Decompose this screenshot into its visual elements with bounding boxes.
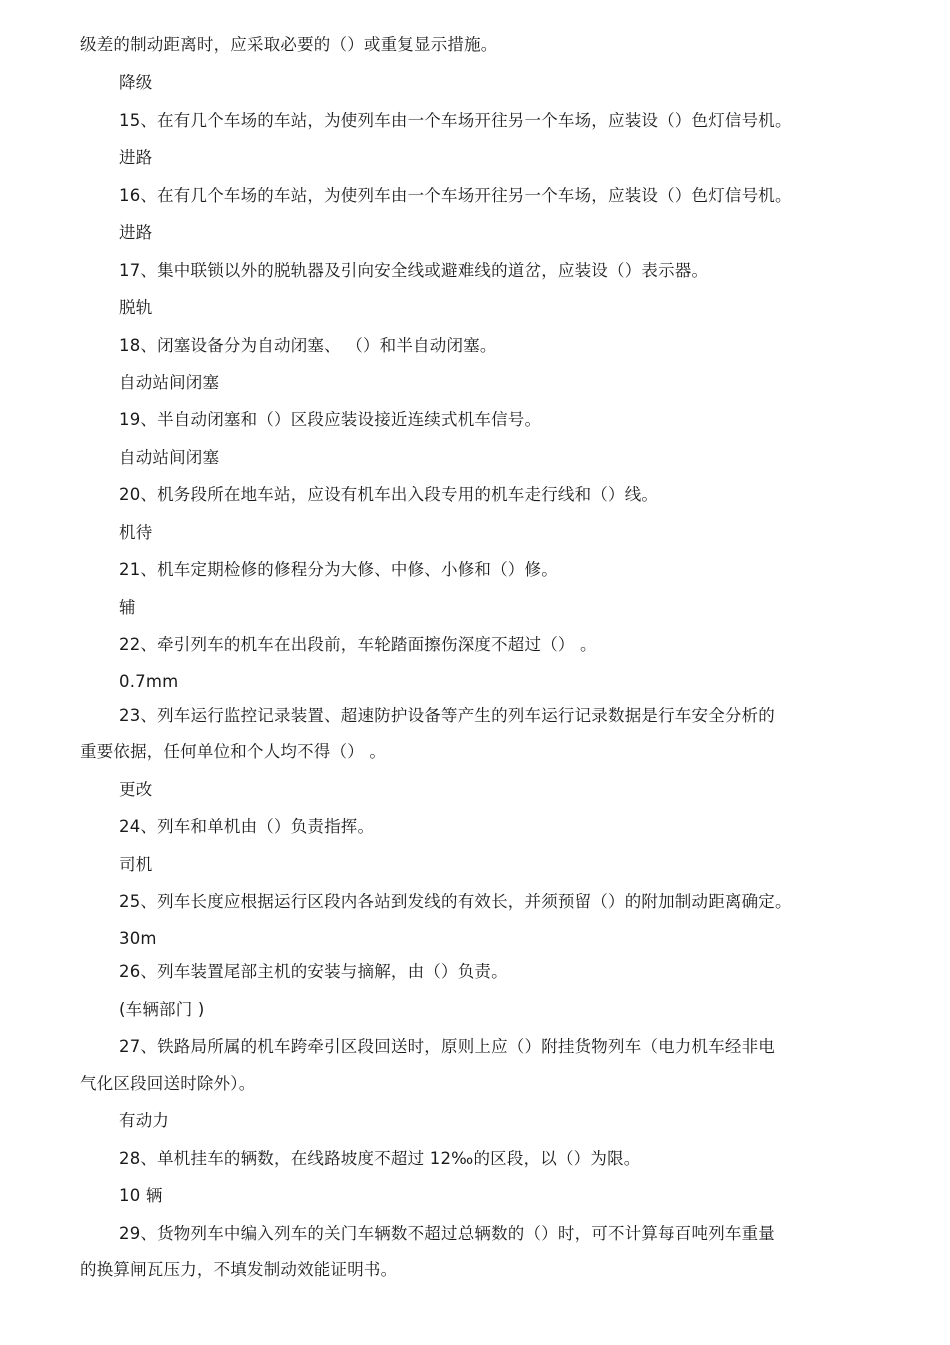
question-line: 18、闭塞设备分为自动闭塞、 （）和半自动闭塞。 <box>119 336 497 355</box>
answer-line: (车辆部门 ) <box>119 1000 205 1019</box>
answer-line: 司机 <box>119 855 153 874</box>
question-line: 29、货物列车中编入列车的关门车辆数不超过总辆数的（）时，可不计算每百吨列车重量 <box>119 1224 775 1243</box>
question-line: 23、列车运行监控记录装置、超速防护设备等产生的列车运行记录数据是行车安全分析的 <box>119 706 775 725</box>
answer-line: 10 辆 <box>119 1186 163 1205</box>
question-line: 21、机车定期检修的修程分为大修、中修、小修和（）修。 <box>119 560 558 579</box>
question-line: 25、列车长度应根据运行区段内各站到发线的有效长，并须预留（）的附加制动距离确定。 <box>119 892 792 911</box>
question-line: 26、列车装置尾部主机的安装与摘解，由（）负责。 <box>119 962 508 981</box>
answer-line: 进路 <box>119 148 153 167</box>
continuation-line: 的换算闸瓦压力，不填发制动效能证明书。 <box>80 1260 398 1279</box>
question-line: 22、牵引列车的机车在出段前，车轮踏面擦伤深度不超过（） 。 <box>119 635 597 654</box>
question-line: 20、机务段所在地车站，应设有机车出入段专用的机车走行线和（）线。 <box>119 485 659 504</box>
answer-line: 进路 <box>119 223 153 242</box>
answer-line: 有动力 <box>119 1111 170 1130</box>
question-line: 19、半自动闭塞和（）区段应装设接近连续式机车信号。 <box>119 410 542 429</box>
question-line: 27、铁路局所属的机车跨牵引区段回送时，原则上应（）附挂货物列车（电力机车经非电 <box>119 1037 775 1056</box>
continuation-line: 重要依据，任何单位和个人均不得（） 。 <box>80 742 387 761</box>
question-line: 17、集中联锁以外的脱轨器及引向安全线或避难线的道岔，应装设（）表示器。 <box>119 261 709 280</box>
answer-line: 降级 <box>119 73 153 92</box>
question-line: 24、列车和单机由（）负责指挥。 <box>119 817 375 836</box>
question-line: 16、在有几个车场的车站，为使列车由一个车场开往另一个车场，应装设（）色灯信号机。 <box>119 186 792 205</box>
answer-line: 脱轨 <box>119 298 153 317</box>
answer-line: 辅 <box>119 598 136 617</box>
answer-line: 自动站间闭塞 <box>119 448 220 467</box>
answer-line: 30m <box>119 929 157 948</box>
answer-line: 0.7mm <box>119 672 179 691</box>
answer-line: 机待 <box>119 523 153 542</box>
question-line: 15、在有几个车场的车站，为使列车由一个车场开往另一个车场，应装设（）色灯信号机。 <box>119 111 792 130</box>
question-line: 28、单机挂车的辆数，在线路坡度不超过 12‰的区段，以（）为限。 <box>119 1149 641 1168</box>
answer-line: 自动站间闭塞 <box>119 373 220 392</box>
continuation-line: 级差的制动距离时，应采取必要的（）或重复显示措施。 <box>80 35 498 54</box>
continuation-line: 气化区段回送时除外）。 <box>80 1074 256 1093</box>
answer-line: 更改 <box>119 780 153 799</box>
